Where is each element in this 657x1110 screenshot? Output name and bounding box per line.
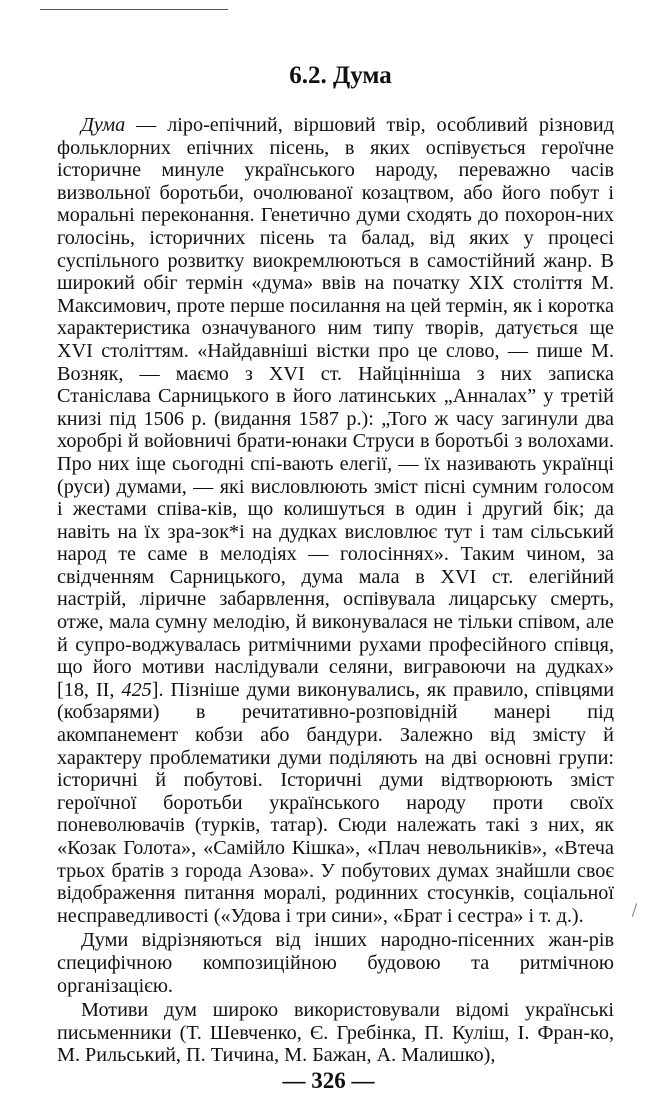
section-heading: 6.2. Дума xyxy=(289,62,392,89)
paragraph-3: Мотиви дум широко використовували відомі українські письменники (Т. Шевченко, Є. Гребінка, П. Куліш, І. Фран-ко, М. Рильський, П. Тичина, М. Бажан, А. Малишко), xyxy=(57,999,614,1067)
margin-mark xyxy=(632,903,637,917)
page-body xyxy=(57,60,614,1067)
paragraph-1 xyxy=(57,114,614,927)
paragraph-1-text: — ліро-епічний, віршовий твір, особливий різновид фольклорних епічних пісень, в яких оспівується героїчне історичне минуле українського народу, переважно часів визвольної боротьби, очолюваної козацтвом, або його побут і моральні переконання. Генетично думи сходять до похорон-них голосінь, історичних пісень та балад, від яких у процесі суспільного розвитку виокремлюються в самостійний жанр. В широкий обіг термін «дума» ввів на початку XIX століття М. Максимович, проте перше посилання на цей термін, як і коротка характеристика означуваного ним типу творів, датується ще XVI століттям. «Найдавніші вістки про це слово, — пише М. Возняк, — маємо з XVI ст. Найцінніша з них записка Станіслава Сарницького в його латинських „Анналах” у третій книзі під 1506 р. (видання 1587 р.): „Того ж часу загинули два хоробрі й войовничі брати-юнаки Струси в боротьбі з волохами. Про них іще сьогодні спі-вають елегії, — їх називають українці (руси) думами, — які висловлюють зміст пісні сумним голосом і жестами співа-ків, що колишуться в один і другий бік; да навіть на їх зра-зок*і на дудках висловлює тут і там сільський народ те саме в мелодіях — голосіннях». Таким чином, за свідченням Сарницького, дума мала в XVI ст. елегійний настрій, ліричне забарвлення, оспівувала лицарську смерть, отже, мала сумну мелодію, й виконувалася не тільки співом, але й супро-воджувалась ритмічними рухами професійного співця, що його мотиви наслідували селяни, вигравоючи на дудках» [18, II, xyxy=(57,114,614,701)
defined-term: Дума xyxy=(81,114,126,136)
citation-page: 425 xyxy=(121,678,152,701)
paragraph-2: Думи відрізняються від інших народно-пісенних жан-рів специфічною композиційною будовою та ритмічною організацією. xyxy=(57,929,614,997)
top-rule xyxy=(40,9,228,10)
paragraph-1-text-cont: ]. Пізніше думи виконувались, як правило, співцями (кобзарями) в речитативно-розповідній манері під акомпанемент кобзи або бандури. Залежно від змісту й характеру проблематики думи поділяють на дві основні групи: історичні й побутові. Історичні думи відтворюють зміст героїчної боротьби українського народу проти своїх поневолювачів (турків, татар). Сюди належать такі з них, як «Козак Голота», «Самійло Кішка», «Плач невольників», «Втеча трьох братів з города Азова». У побутових думах знайшли своє відображення питання моралі, родинних стосунків, соціальної несправедливості («Удова і три сини», «Брат і сестра» і т. д.). xyxy=(57,678,614,927)
page-number: — 326 — xyxy=(282,1068,375,1093)
